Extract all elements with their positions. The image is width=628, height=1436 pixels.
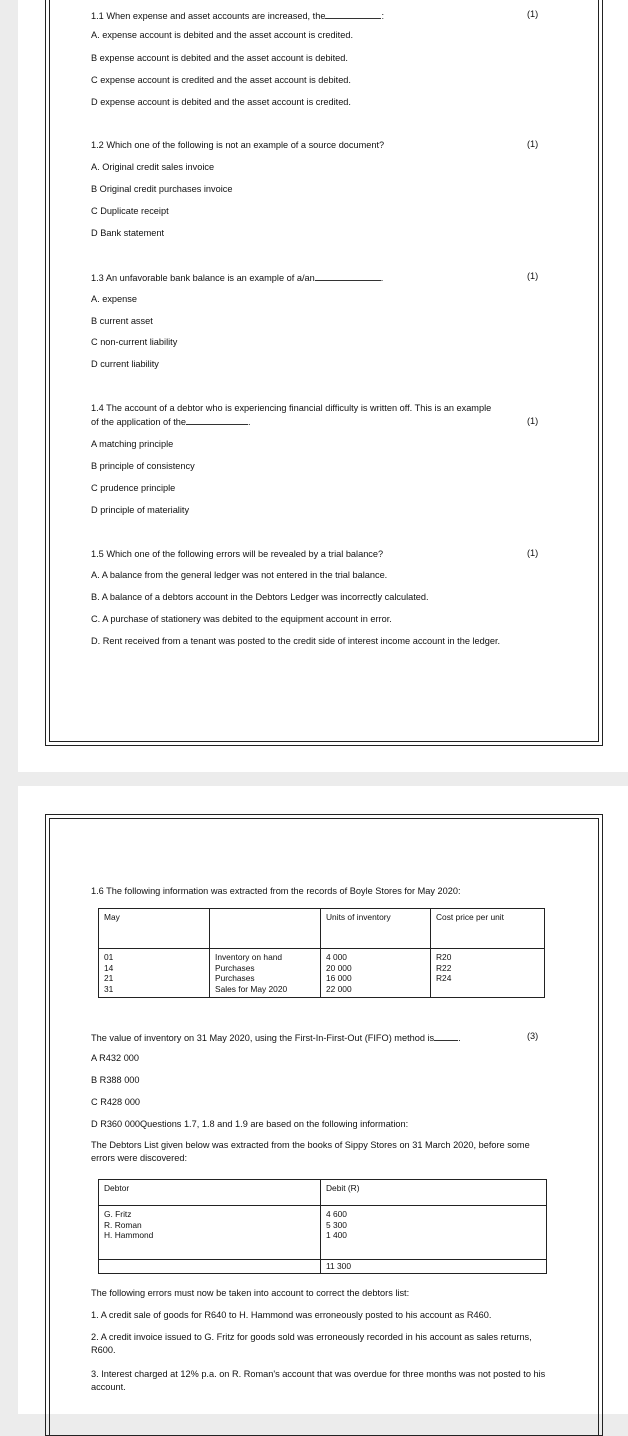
option-1-3-a: A. expense (91, 294, 137, 304)
answer-blank (325, 9, 381, 19)
table-row (99, 909, 545, 949)
stem-end: . (458, 1033, 461, 1043)
mark-1-5: (1) (527, 548, 539, 558)
option-1-5-c: C. A purchase of stationery was debited to the equipment account in error. (91, 614, 392, 624)
table-header-cell (210, 909, 321, 949)
table-header-cell: Debit (R) (321, 1180, 547, 1206)
question-1-3-stem: 1.3 An unfavorable bank balance is an example of a/an (91, 273, 315, 283)
table-cell (99, 1260, 321, 1274)
table-cell: Inventory on hand Purchases Purchases Sales for May 2020 (210, 949, 321, 998)
mark-1-1: (1) (527, 9, 539, 19)
stem-end: . (248, 417, 251, 427)
option-1-1-b: B expense account is debited and the asset account is debited. (91, 53, 348, 63)
table-row (99, 1180, 547, 1206)
table-row (99, 1260, 547, 1274)
option-1-5-a: A. A balance from the general ledger was not entered in the trial balance. (91, 570, 388, 580)
mark-1-3: (1) (527, 271, 539, 281)
table-row (99, 949, 545, 998)
inventory-table (98, 908, 545, 998)
option-1-4-c: C prudence principle (91, 483, 176, 493)
answer-blank (434, 1031, 458, 1041)
option-1-6-a: A R432 000 (91, 1053, 140, 1063)
option-1-1-d: D expense account is debited and the asset account is credited. (91, 97, 351, 107)
question-1-6-question (91, 1031, 461, 1044)
total-cell: 11 300 (321, 1260, 547, 1274)
question-1-2-stem: 1.2 Which one of the following is not an example of a source document? (91, 140, 385, 150)
option-1-6-d: D R360 000Questions 1.7, 1.8 and 1.9 are based on the following information: (91, 1119, 409, 1129)
question-1-6-text: The value of inventory on 31 May 2020, using the First-In-First-Out (FIFO) method is (91, 1033, 435, 1043)
option-1-4-d: D principle of materiality (91, 505, 190, 515)
table-cell: R20 R22 R24 (431, 949, 545, 998)
question-1-4-stem-text: of the application of the (91, 417, 187, 427)
question-1-1-stem: 1.1 When expense and asset accounts are increased, the (91, 11, 326, 21)
mark-1-4: (1) (527, 416, 539, 426)
question-1-4-stem-line-2 (91, 415, 251, 428)
debtors-intro: The Debtors List given below was extracted from the books of Sippy Stores on 31 March 2020, before some errors were discovered: (91, 1140, 530, 1163)
question-1-1 (91, 9, 384, 22)
option-1-2-a: A. Original credit sales invoice (91, 162, 215, 172)
question-1-4-stem-line-1: 1.4 The account of a debtor who is experiencing financial difficulty is written off. This is an example (91, 403, 492, 413)
table-cell: G. Fritz R. Roman H. Hammond (99, 1206, 321, 1260)
errors-intro: The following errors must now be taken into account to correct the debtors list: (91, 1288, 410, 1298)
error-item-3: 3. Interest charged at 12% p.a. on R. Roman's account that was overdue for three months was not posted to his account. (91, 1369, 546, 1392)
option-1-5-b: B. A balance of a debtors account in the Debtors Ledger was incorrectly calculated. (91, 592, 429, 602)
option-1-2-c: C Duplicate receipt (91, 206, 169, 216)
debtors-table (98, 1179, 547, 1274)
mark-1-6: (3) (527, 1031, 539, 1041)
option-1-3-d: D current liability (91, 359, 159, 369)
error-item-2: 2. A credit invoice issued to G. Fritz for goods sold was erroneously recorded in his account as sales returns, R600. (91, 1332, 532, 1355)
option-1-3-c: C non-current liability (91, 337, 178, 347)
option-1-4-a: A matching principle (91, 439, 174, 449)
question-1-3 (91, 271, 383, 284)
option-1-6-c: C R428 000 (91, 1097, 141, 1107)
option-1-2-b: B Original credit purchases invoice (91, 184, 233, 194)
option-1-1-a: A. expense account is debited and the asset account is credited. (91, 30, 354, 40)
stem-end: : (381, 11, 384, 21)
option-1-6-b: B R388 000 (91, 1075, 140, 1085)
question-1-5-stem: 1.5 Which one of the following errors will be revealed by a trial balance? (91, 549, 384, 559)
option-1-3-b: B current asset (91, 316, 153, 326)
question-1-6-stem: 1.6 The following information was extracted from the records of Boyle Stores for May 2020: (91, 886, 461, 896)
option-1-5-d: D. Rent received from a tenant was posted to the credit side of interest income account in the ledger. (91, 636, 501, 646)
table-cell: 4 600 5 300 1 400 (321, 1206, 547, 1260)
table-header-cell: Cost price per unit (431, 909, 545, 949)
answer-blank (186, 415, 248, 425)
answer-blank (315, 271, 381, 281)
table-row (99, 1206, 547, 1260)
table-header-cell: May (99, 909, 210, 949)
table-cell: 4 000 20 000 16 000 22 000 (321, 949, 431, 998)
page-1-border-inner (49, 0, 599, 742)
table-cell: 01 14 21 31 (99, 949, 210, 998)
error-item-1: 1. A credit sale of goods for R640 to H. Hammond was erroneously posted to his account as R460. (91, 1310, 492, 1320)
option-1-1-c: C expense account is credited and the asset account is debited. (91, 75, 351, 85)
table-header-cell: Units of inventory (321, 909, 431, 949)
table-header-cell: Debtor (99, 1180, 321, 1206)
stem-end: . (380, 273, 384, 283)
option-1-2-d: D Bank statement (91, 228, 165, 238)
mark-1-2: (1) (527, 139, 539, 149)
option-1-4-b: B principle of consistency (91, 461, 195, 471)
